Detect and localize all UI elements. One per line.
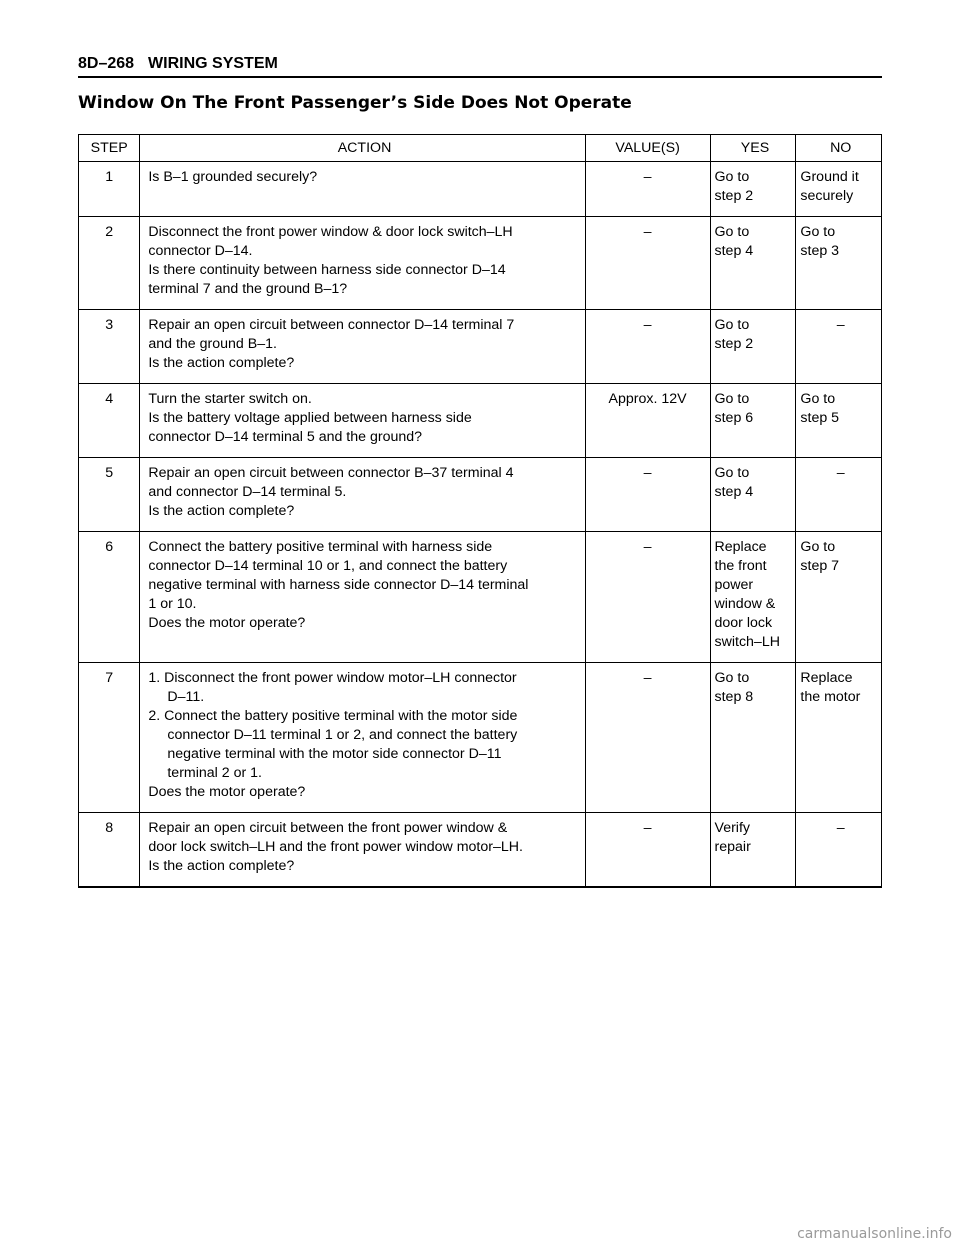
action-line: Is the action complete? — [148, 355, 295, 371]
no-cell — [796, 310, 882, 384]
no-line: the motor — [800, 689, 861, 705]
no-line: Go to — [800, 539, 836, 555]
action-line: connector D–14. — [148, 243, 253, 259]
step-cell: 4 — [79, 384, 140, 458]
action-line: terminal 7 and the ground B–1? — [148, 281, 348, 297]
table-row — [79, 458, 882, 532]
numbered-item — [148, 707, 580, 726]
page-header — [78, 54, 882, 78]
action-line: Connect the battery positive terminal with harness side — [148, 539, 493, 555]
column-header-no: NO — [796, 135, 882, 162]
action-line: Connect the battery positive terminal with the motor side — [164, 708, 518, 724]
yes-cell — [710, 532, 796, 663]
column-header-step: STEP — [79, 135, 140, 162]
action-line: negative terminal with the motor side connector D–11 — [167, 746, 502, 762]
table-row — [79, 217, 882, 310]
yes-line: Go to — [714, 670, 750, 686]
yes-line: Go to — [714, 317, 750, 333]
yes-line: Replace — [714, 539, 767, 555]
yes-cell — [710, 310, 796, 384]
action-line: Is the action complete? — [148, 503, 295, 519]
yes-line: Verify — [714, 820, 750, 836]
step-cell: 6 — [79, 532, 140, 663]
numbered-item — [148, 669, 580, 688]
value-cell: Approx. 12V — [585, 384, 710, 458]
page-title: Window On The Front Passenger’s Side Does Not Operate — [78, 93, 632, 113]
step-cell: 5 — [79, 458, 140, 532]
yes-line: Go to — [714, 465, 750, 481]
action-cell — [140, 458, 585, 532]
action-line: Is B–1 grounded securely? — [148, 169, 318, 185]
action-cell — [140, 663, 585, 813]
yes-line: step 4 — [714, 484, 754, 500]
column-header-values: VALUE(S) — [585, 135, 710, 162]
action-line: Disconnect the front power window motor–LH connector — [164, 670, 517, 686]
value-cell: – — [585, 217, 710, 310]
yes-line: step 6 — [714, 410, 754, 426]
action-line: and the ground B–1. — [148, 336, 277, 352]
yes-line: step 2 — [714, 188, 754, 204]
watermark: carmanualsonline.info — [797, 1226, 952, 1242]
yes-line: step 4 — [714, 243, 754, 259]
value-cell: – — [585, 532, 710, 663]
no-cell — [796, 162, 882, 217]
table-header-row — [79, 135, 882, 162]
action-line: negative terminal with harness side connector D–14 terminal — [148, 577, 529, 593]
action-line: Repair an open circuit between connector D–14 terminal 7 — [148, 317, 515, 333]
table-row — [79, 663, 882, 813]
item-number: 2. — [148, 708, 161, 724]
step-cell: 7 — [79, 663, 140, 813]
action-line: Repair an open circuit between connector B–37 terminal 4 — [148, 465, 514, 481]
action-cell — [140, 217, 585, 310]
step-cell: 3 — [79, 310, 140, 384]
action-line: Is there continuity between harness side connector D–14 — [148, 262, 506, 278]
yes-line: Go to — [714, 224, 750, 240]
yes-line: the front — [714, 558, 767, 574]
table-row — [79, 384, 882, 458]
yes-cell — [710, 813, 796, 888]
step-cell: 2 — [79, 217, 140, 310]
value-cell: – — [585, 813, 710, 888]
value-cell: – — [585, 310, 710, 384]
value-cell: – — [585, 458, 710, 532]
no-line: Go to — [800, 224, 836, 240]
yes-cell — [710, 663, 796, 813]
no-line: step 7 — [800, 558, 840, 574]
no-line: step 5 — [800, 410, 840, 426]
no-line: Go to — [800, 391, 836, 407]
value-cell: – — [585, 162, 710, 217]
yes-cell — [710, 458, 796, 532]
action-line: Disconnect the front power window & door lock switch–LH — [148, 224, 513, 240]
no-line: Replace — [800, 670, 853, 686]
no-line: – — [836, 465, 845, 481]
yes-line: switch–LH — [714, 634, 780, 650]
action-cell — [140, 532, 585, 663]
action-line: Does the motor operate? — [148, 615, 306, 631]
action-question: Does the motor operate? — [148, 784, 306, 800]
action-line: connector D–14 terminal 10 or 1, and connect the battery — [148, 558, 508, 574]
no-line: – — [836, 317, 845, 333]
action-line: Repair an open circuit between the front power window & — [148, 820, 508, 836]
item-number: 1. — [148, 670, 161, 686]
no-cell — [796, 384, 882, 458]
action-cell — [140, 384, 585, 458]
yes-line: power — [714, 577, 754, 593]
yes-line: repair — [714, 839, 751, 855]
yes-line: Go to — [714, 391, 750, 407]
no-line: step 3 — [800, 243, 840, 259]
no-cell — [796, 663, 882, 813]
no-cell — [796, 458, 882, 532]
yes-cell — [710, 384, 796, 458]
column-header-action: ACTION — [140, 135, 585, 162]
action-line: Is the battery voltage applied between harness side — [148, 410, 472, 426]
no-cell — [796, 532, 882, 663]
action-line: connector D–11 terminal 1 or 2, and connect the battery — [167, 727, 518, 743]
no-line: securely — [800, 188, 854, 204]
section-title: WIRING SYSTEM — [148, 55, 278, 72]
no-line: Ground it — [800, 169, 859, 185]
yes-line: window & — [714, 596, 776, 612]
page-number: 8D–268 — [78, 55, 135, 72]
yes-cell — [710, 217, 796, 310]
value-cell: – — [585, 663, 710, 813]
yes-line: step 2 — [714, 336, 754, 352]
yes-line: step 8 — [714, 689, 754, 705]
action-line: door lock switch–LH and the front power window motor–LH. — [148, 839, 523, 855]
table-row — [79, 162, 882, 217]
table-row — [79, 813, 882, 888]
no-line: – — [836, 820, 845, 836]
action-cell — [140, 162, 585, 217]
action-line: and connector D–14 terminal 5. — [148, 484, 347, 500]
yes-cell — [710, 162, 796, 217]
action-line: connector D–14 terminal 5 and the ground? — [148, 429, 423, 445]
no-cell — [796, 217, 882, 310]
table-row — [79, 310, 882, 384]
step-cell: 1 — [79, 162, 140, 217]
action-line: D–11. — [167, 689, 205, 705]
no-cell — [796, 813, 882, 888]
action-line: Is the action complete? — [148, 858, 295, 874]
yes-line: door lock — [714, 615, 773, 631]
action-cell — [140, 310, 585, 384]
step-cell: 8 — [79, 813, 140, 888]
action-line: Turn the starter switch on. — [148, 391, 312, 407]
diagnostic-table — [78, 134, 882, 888]
column-header-yes: YES — [710, 135, 796, 162]
table-row — [79, 532, 882, 663]
action-line: terminal 2 or 1. — [167, 765, 262, 781]
action-cell — [140, 813, 585, 888]
action-line: 1 or 10. — [148, 596, 197, 612]
yes-line: Go to — [714, 169, 750, 185]
